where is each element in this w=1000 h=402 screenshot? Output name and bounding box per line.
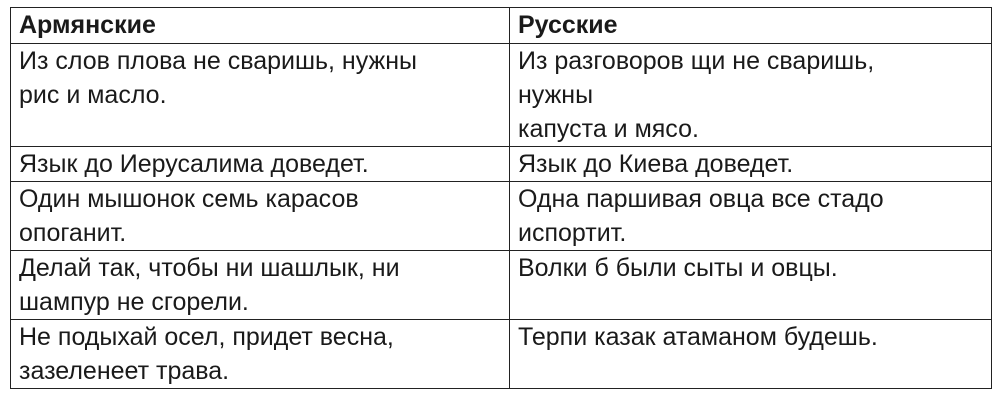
header-armenian: Армянские	[11, 8, 510, 44]
russian-cell	[510, 147, 992, 182]
header-row	[11, 8, 992, 44]
russian-cell	[510, 320, 992, 389]
armenian-cell	[11, 320, 510, 389]
cell-text: испортит.	[518, 219, 627, 247]
header-russian: Русские	[510, 8, 992, 44]
cell-text: Язык до Киева доведет.	[518, 150, 794, 178]
cell-text: Терпи казак атаманом будешь.	[518, 323, 878, 351]
cell-text: Делай так, чтобы ни шашлык, ни	[19, 254, 400, 282]
cell-text: Волки б были сыты и овцы.	[518, 254, 838, 282]
cell-text: нужны	[518, 81, 594, 109]
cell-text: Не подыхай осел, придет весна,	[19, 323, 394, 351]
cell-text: Язык до Иерусалима доведет.	[19, 150, 369, 178]
table-row	[11, 320, 992, 389]
armenian-cell	[11, 44, 510, 147]
table-row	[11, 44, 992, 147]
cell-text: Один мышонок семь карасов	[19, 185, 359, 213]
russian-cell	[510, 44, 992, 147]
armenian-cell	[11, 147, 510, 182]
cell-text: капуста и мясо.	[518, 115, 699, 143]
cell-text: рис и масло.	[19, 81, 167, 109]
armenian-cell	[11, 251, 510, 320]
armenian-cell	[11, 182, 510, 251]
table-row	[11, 147, 992, 182]
table-row	[11, 251, 992, 320]
cell-text: Из слов плова не сваришь, нужны	[19, 47, 418, 75]
russian-cell	[510, 182, 992, 251]
proverbs-table	[10, 7, 992, 389]
cell-text: опоганит.	[19, 219, 127, 247]
cell-text: Из разговоров щи не сваришь,	[518, 47, 875, 75]
cell-text: шампур не сгорели.	[19, 288, 249, 316]
cell-text: Одна паршивая овца все стадо	[518, 185, 884, 213]
table-row	[11, 182, 992, 251]
cell-text: зазеленеет трава.	[19, 357, 230, 385]
russian-cell	[510, 251, 992, 320]
